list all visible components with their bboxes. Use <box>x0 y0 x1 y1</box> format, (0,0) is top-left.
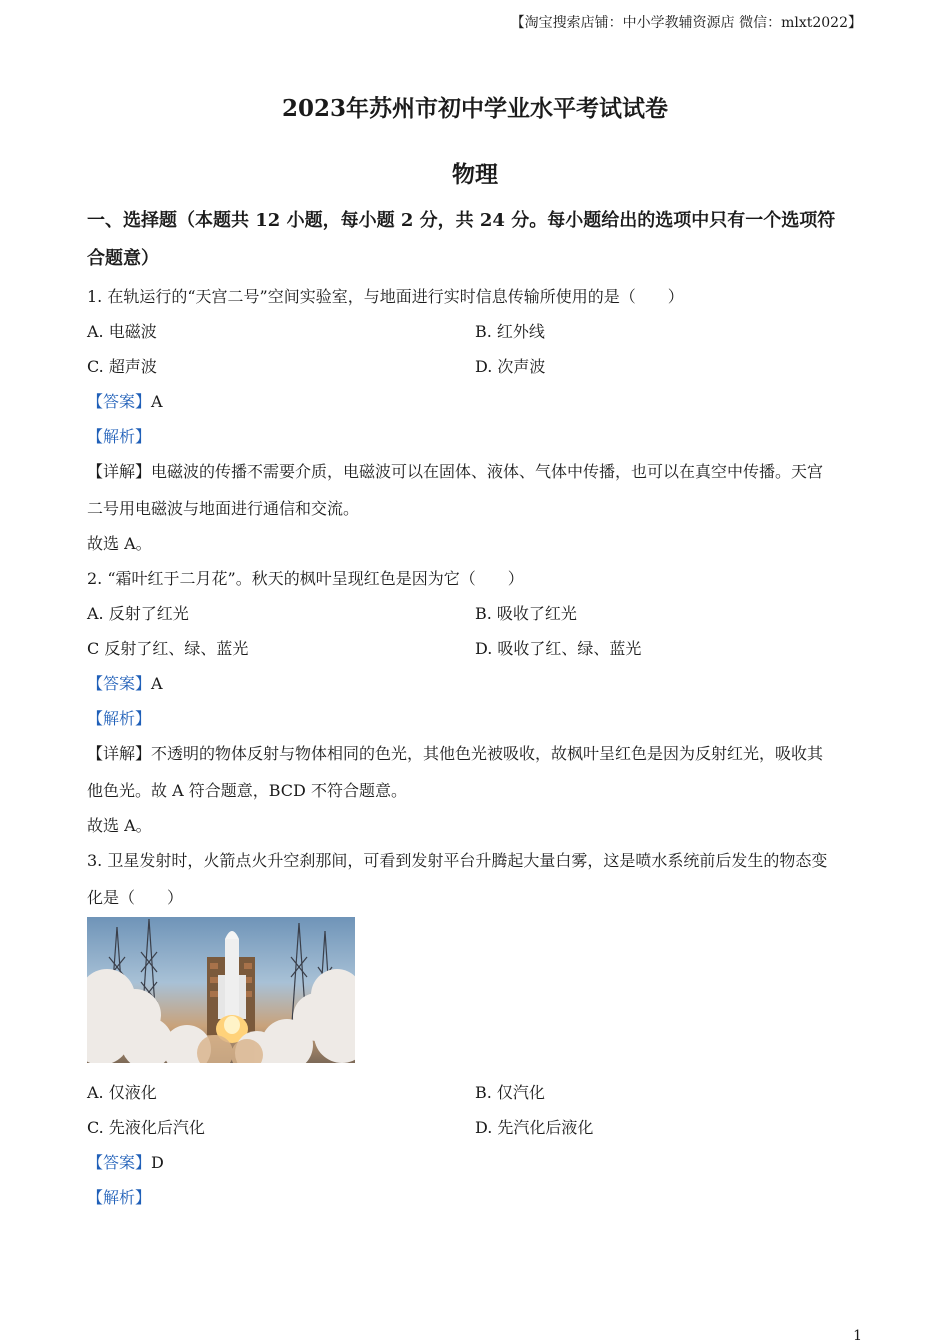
subject-title: 物理 <box>452 161 498 188</box>
question-1-option-a: A. 电磁波 <box>87 322 157 341</box>
answer-value: D <box>151 1153 164 1172</box>
question-3-option-d: D. 先汽化后液化 <box>475 1118 594 1137</box>
question-2-option-b: B. 吸收了红光 <box>475 604 577 623</box>
question-1-analysis-label: 【解析】 <box>87 427 152 446</box>
question-3-option-a: A. 仅液化 <box>87 1083 157 1102</box>
section-heading-line1: 一、选择题（本题共 12 小题，每小题 2 分，共 24 分。每小题给出的选项中只有一个选项符 <box>87 210 836 231</box>
question-2-answer <box>87 671 163 694</box>
question-1-answer <box>87 389 163 412</box>
question-2-option-c: C 反射了红、绿、蓝光 <box>87 639 249 658</box>
answer-label: 【答案】 <box>87 674 152 693</box>
page-number: 1 <box>853 1328 862 1344</box>
header-note: 【淘宝搜索店铺：中小学教辅资源店 微信：mlxt2022】 <box>510 15 862 31</box>
question-2-option-d: D. 吸收了红、绿、蓝光 <box>475 639 642 658</box>
question-2-analysis-label: 【解析】 <box>87 709 152 728</box>
section-heading-line2: 合题意） <box>87 248 159 269</box>
question-3-option-c: C. 先液化后汽化 <box>87 1118 205 1137</box>
question-1-conclusion: 故选 A。 <box>87 534 152 553</box>
answer-label: 【答案】 <box>87 1153 152 1172</box>
detail-text: 电磁波的传播不需要介质，电磁波可以在固体、液体、气体中传播，也可以在真空中传播。天宫 <box>151 462 824 481</box>
question-2-conclusion: 故选 A。 <box>87 816 152 835</box>
question-1-detail-line1 <box>87 459 823 482</box>
question-3-option-b: B. 仅汽化 <box>475 1083 545 1102</box>
question-3-stem-line1: 3. 卫星发射时，火箭点火升空刹那间，可看到发射平台升腾起大量白雾，这是喷水系统前后发生的物态变 <box>87 851 828 870</box>
question-3-stem-line2: 化是（ ） <box>87 888 184 907</box>
question-1-stem: 1. 在轨运行的“天宫二号”空间实验室，与地面进行实时信息传输所使用的是（ ） <box>87 287 684 306</box>
detail-text: 不透明的物体反射与物体相同的色光，其他色光被吸收，故枫叶呈红色是因为反射红光，吸收其 <box>151 744 824 763</box>
detail-label: 【详解】 <box>87 744 152 763</box>
answer-value: A <box>151 674 163 693</box>
question-1-option-c: C. 超声波 <box>87 357 157 376</box>
exam-title: 2023年苏州市初中学业水平考试试卷 <box>281 95 668 122</box>
question-1-option-d: D. 次声波 <box>475 357 546 376</box>
answer-value: A <box>151 392 163 411</box>
question-2-option-a: A. 反射了红光 <box>87 604 189 623</box>
rocket-launch-photo <box>87 917 355 1063</box>
question-1-option-b: B. 红外线 <box>475 322 545 341</box>
question-3-analysis-label: 【解析】 <box>87 1188 152 1207</box>
question-3-answer <box>87 1150 164 1173</box>
question-2-stem: 2. “霜叶红于二月花”。秋天的枫叶呈现红色是因为它（ ） <box>87 569 524 588</box>
question-1-detail-line2: 二号用电磁波与地面进行通信和交流。 <box>87 499 360 518</box>
question-2-detail-line2: 他色光。故 A 符合题意，BCD 不符合题意。 <box>87 781 407 800</box>
detail-label: 【详解】 <box>87 462 152 481</box>
question-2-detail-line1 <box>87 741 823 764</box>
answer-label: 【答案】 <box>87 392 152 411</box>
